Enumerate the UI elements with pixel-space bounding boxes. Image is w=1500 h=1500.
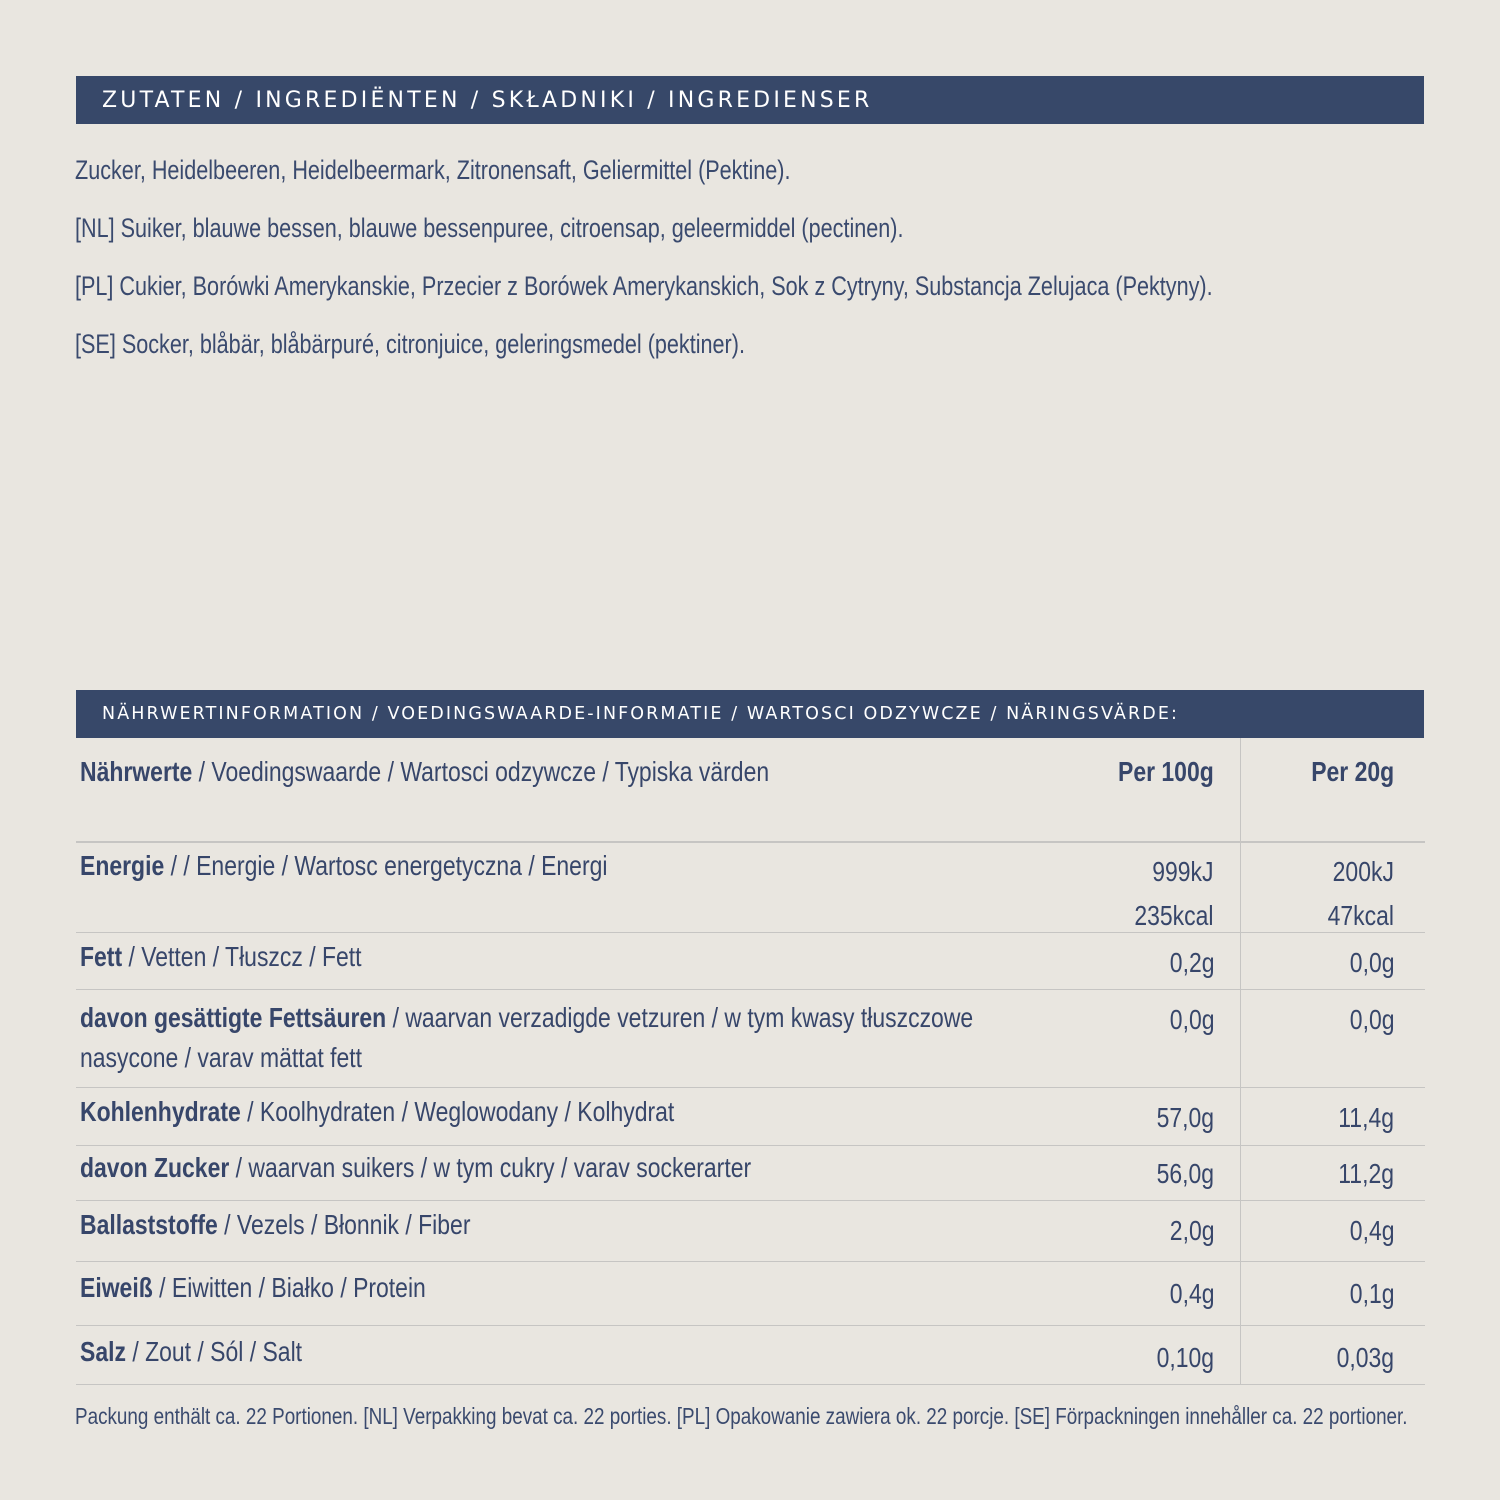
nutrition-table [76,738,1425,843]
row-value-per20: 0,0g [1349,947,1394,978]
table-row [76,933,1425,990]
ingredients-line-se: [SE] Socker, blåbär, blåbärpuré, citronjuice, geleringsmedel (pektiner). [75,329,745,359]
header-label-bold: Nährwerte [80,756,193,787]
row-value-per100: 0,10g [1156,1342,1214,1373]
row-label-rest: / Vezels / Błonnik / Fiber [217,1209,471,1240]
servings-footer: Packung enthält ca. 22 Portionen. [NL] Verpakking bevat ca. 22 porties. [PL] Opakowanie zawiera ok. 22 porcje. [SE] Förpackningen innehåller ca. 22 portioner. [75,1403,1408,1429]
header-label-cell [76,738,1240,842]
row-value-per100: 0,2g [1169,947,1214,978]
row-label-rest: / / Energie / Wartosc energetyczna / Energi [164,850,608,881]
header-per20-cell [1240,738,1425,842]
row-value-per100: 0,4g [1169,1278,1214,1309]
table-row [76,842,1425,933]
row-label-bold: Kohlenhydrate [80,1096,241,1127]
row-label-rest: / Zout / Sól / Salt [125,1336,303,1367]
ingredients-line-pl: [PL] Cukier, Borówki Amerykanskie, Przecier z Borówek Amerykanskich, Sok z Cytryny, Substancja Zelujaca (Pektyny). [75,271,1213,301]
row-value-per100: 999kJ [1152,856,1214,887]
row-label-bold: davon Zucker [80,1152,230,1183]
row-value-per20: 0,0g [1349,1004,1394,1035]
ingredients-heading [76,76,1424,124]
row-value-per20: 0,4g [1349,1215,1394,1246]
row-value-per100: 57,0g [1156,1102,1214,1133]
ingredients-heading-text: ZUTATEN / INGREDIËNTEN / SKŁADNIKI / INGREDIENSER [102,87,873,113]
row-label-rest: / waarvan suikers / w tym cukry / varav sockerarter [229,1152,752,1183]
table-row [76,990,1425,1088]
nutrition-heading [76,690,1424,738]
row-label-bold: Eiweiß [80,1272,153,1303]
nutrition-header-row [76,738,1425,842]
row-value-per100: 56,0g [1156,1158,1214,1189]
ingredients-line-nl: [NL] Suiker, blauwe bessen, blauwe bessenpuree, citroensap, geleermiddel (pectinen). [75,213,904,243]
ingredients-line-de: Zucker, Heidelbeeren, Heidelbeermark, Zitronensaft, Geliermittel (Pektine). [75,155,791,185]
table-row [76,1326,1425,1385]
table-row [76,1201,1425,1262]
row-value-per20: 11,2g [1338,1158,1394,1189]
row-label-bold: Fett [80,941,123,972]
row-label-bold: davon gesättigte Fettsäuren [80,1002,387,1033]
header-per100: Per 100g [1118,756,1214,787]
row-label-rest-line2: nasycone / varav mättat fett [80,1042,363,1073]
row-value-per100: 2,0g [1169,1215,1214,1246]
table-row [76,1262,1425,1326]
row-label-rest: / Vetten / Tłuszcz / Fett [122,941,362,972]
row-label-bold: Energie [80,850,165,881]
row-value-per20-kcal: 47kcal [1327,900,1394,931]
nutrition-heading-text: NÄHRWERTINFORMATION / VOEDINGSWAARDE-INFORMATIE / WARTOSCI ODZYWCZE / NÄRINGSVÄRDE: [102,704,1179,724]
row-label-rest: / Eiwitten / Białko / Protein [152,1272,426,1303]
row-label-bold: Ballaststoffe [80,1209,218,1240]
header-per20: Per 20g [1311,756,1394,787]
row-label-rest: / Koolhydraten / Weglowodany / Kolhydrat [240,1096,675,1127]
row-value-per20: 200kJ [1332,856,1394,887]
header-label-rest: / Voedingswaarde / Wartosci odzywcze / Typiska värden [192,756,770,787]
row-value-per100-kcal: 235kcal [1134,900,1214,931]
row-label-bold: Salz [80,1336,126,1367]
row-value-per100: 0,0g [1169,1004,1214,1035]
row-label-rest: / waarvan verzadigde vetzuren / w tym kwasy tłuszczowe [386,1002,974,1033]
table-row [76,1146,1425,1201]
table-row [76,1088,1425,1146]
row-value-per20: 11,4g [1338,1102,1394,1133]
row-value-per20: 0,1g [1349,1278,1394,1309]
row-value-per20: 0,03g [1336,1342,1394,1373]
